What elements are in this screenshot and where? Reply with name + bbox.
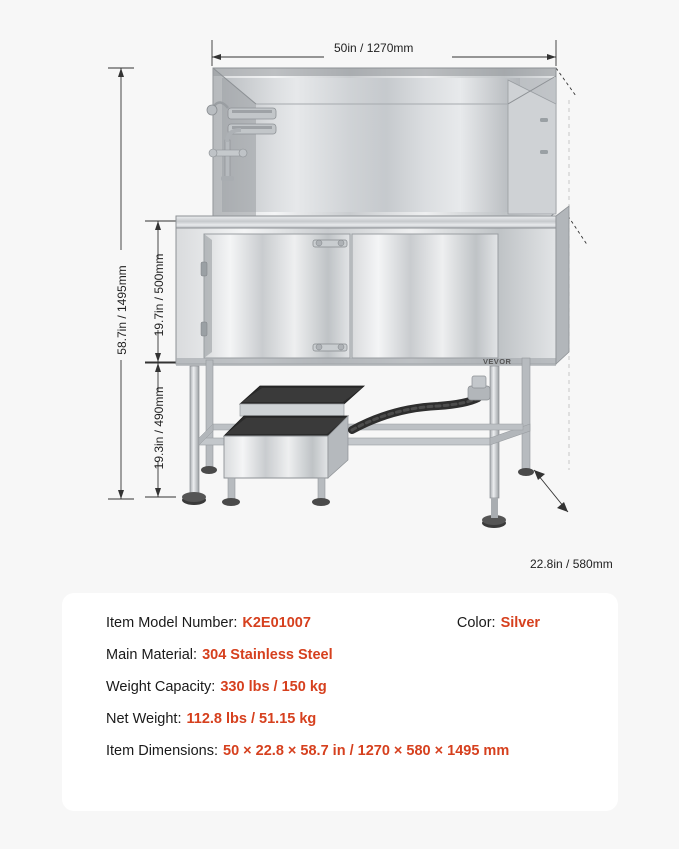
brand-logo: VEVOR (483, 357, 512, 366)
spec-value-material: 304 Stainless Steel (202, 647, 333, 663)
backsplash-panel (213, 68, 556, 216)
spec-value-item-dimensions: 50 × 22.8 × 58.7 in / 1270 × 580 × 1495 mm (223, 743, 510, 759)
dim-label-leg-height: 19.3in / 490mm (152, 386, 166, 470)
spec-row (62, 743, 618, 759)
spec-label-material: Main Material: (106, 647, 198, 663)
spec-value-model: K2E01007 (242, 615, 311, 631)
spec-label-model: Item Model Number: (106, 615, 238, 631)
spec-label-weight-capacity: Weight Capacity: (106, 679, 216, 695)
spec-row (62, 615, 618, 631)
spec-card (62, 593, 618, 811)
spec-row (62, 647, 618, 663)
spec-label-color: Color: (456, 615, 496, 631)
spec-row (62, 679, 618, 695)
spec-value-color: Silver (500, 615, 541, 631)
spec-row (62, 711, 618, 727)
dim-label-depth: 22.8in / 580mm (530, 557, 613, 571)
drain-hose (352, 376, 490, 430)
spec-label-item-dimensions: Item Dimensions: (106, 743, 219, 759)
dim-label-tub-height: 19.7in / 500mm (152, 253, 166, 337)
cabinet-doors (201, 234, 498, 358)
dim-label-width: 50in / 1270mm (334, 41, 414, 55)
spec-value-net-weight: 112.8 lbs / 51.15 kg (186, 711, 317, 727)
dim-label-total-height: 58.7in / 1495mm (115, 265, 129, 355)
spec-label-net-weight: Net Weight: (106, 711, 182, 727)
spec-value-weight-capacity: 330 lbs / 150 kg (220, 679, 327, 695)
ramp-steps (222, 386, 364, 506)
